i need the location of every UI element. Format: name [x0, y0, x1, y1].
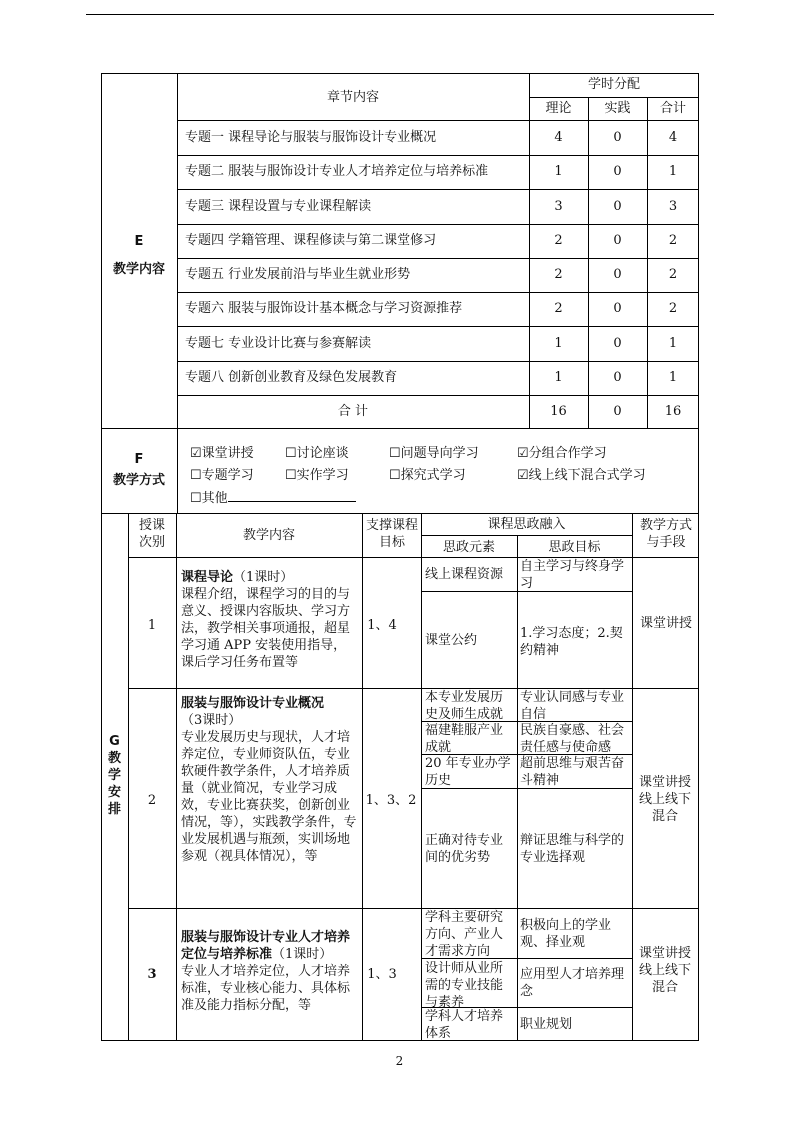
- option-other[interactable]: ☐其他: [190, 489, 356, 507]
- other-blank-line[interactable]: [228, 489, 356, 502]
- row-name: 专题七 专业设计比赛与参赛解读: [185, 336, 372, 351]
- row-theory: 1: [554, 336, 563, 351]
- unchecked-box-icon: ☐: [285, 446, 297, 461]
- option-problem-based[interactable]: ☐问题导向学习: [389, 446, 479, 461]
- row-total: 2: [668, 301, 678, 316]
- session-number: 1: [147, 618, 157, 633]
- section-f-title: 教学方式: [112, 473, 165, 488]
- content-body: 课程介绍，课程学习的目的与意义、授课内容版块、学习方法，教学相关事项通报，超星学习通 APP 安装使用指导，课后学习任务布置等: [181, 587, 351, 670]
- total-practice: 0: [613, 404, 622, 419]
- session-header: 授课次别: [138, 518, 165, 550]
- total-total: 16: [664, 404, 682, 419]
- method-header: 教学方式与手段: [639, 518, 692, 550]
- element-cell: 学科人才培养体系: [425, 1009, 504, 1041]
- section-e-letter: E: [134, 234, 144, 249]
- element-cell: 正确对待专业间的优劣势: [425, 833, 504, 865]
- content-cell: [181, 695, 358, 865]
- goal-header: 支撑课程目标: [365, 518, 418, 550]
- row-practice: 0: [613, 233, 622, 248]
- row-practice: 0: [613, 336, 622, 351]
- row-theory: 4: [554, 130, 563, 145]
- row-practice: 0: [613, 130, 622, 145]
- unchecked-box-icon: ☐: [190, 491, 202, 506]
- row-theory: 3: [554, 199, 563, 214]
- row-name: 专题三 课程设置与专业课程解读: [185, 199, 372, 214]
- row-name: 专题四 学籍管理、课程修读与第二课堂修习: [185, 233, 437, 248]
- page-number: 2: [395, 1054, 404, 1068]
- option-group-cooperation[interactable]: ☑分组合作学习: [517, 446, 607, 461]
- row-total: 1: [668, 336, 678, 351]
- row-practice: 0: [613, 370, 622, 385]
- option-practical[interactable]: ☐实作学习: [285, 468, 349, 483]
- option-topic-study[interactable]: ☐专题学习: [190, 468, 254, 483]
- section-g-title-char: 学: [107, 768, 121, 783]
- row-theory: 1: [554, 164, 563, 179]
- section-g-letter: G: [109, 734, 120, 749]
- goal-cell: 1、3、2: [365, 793, 417, 808]
- row-practice: 0: [613, 301, 622, 316]
- row-total: 1: [668, 370, 678, 385]
- element-cell: 学科主要研究方向、产业人才需求方向: [425, 910, 504, 959]
- row-name: 专题六 服装与服饰设计基本概念与学习资源推荐: [185, 301, 463, 316]
- content-title: 课程导论: [181, 570, 234, 585]
- hours-header: 学时分配: [587, 77, 640, 92]
- session-number: 3: [147, 967, 157, 982]
- goal-cell: 1、3: [367, 967, 397, 982]
- row-theory: 2: [554, 233, 563, 248]
- target-cell: 自主学习与终身学习: [520, 559, 625, 591]
- total-label: 合 计: [337, 404, 369, 419]
- session-number: 2: [147, 793, 157, 808]
- ideo-header: 课程思政融入: [487, 517, 566, 532]
- section-g-title-char: 排: [107, 802, 121, 817]
- row-practice: 0: [613, 164, 622, 179]
- target-cell: 专业认同感与专业自信: [520, 690, 625, 722]
- option-inquiry[interactable]: ☐探究式学习: [389, 468, 466, 483]
- content-header: 教学内容: [242, 528, 295, 543]
- header-rule: [86, 14, 714, 15]
- content-title: 服装与服饰设计专业人才培养定位与培养标准: [181, 930, 351, 962]
- content-hours: （1课时）: [272, 947, 333, 962]
- element-cell: 本专业发展历史及师生成就: [425, 690, 504, 722]
- total-header: 合计: [659, 101, 686, 116]
- theory-header: 理论: [545, 101, 572, 116]
- element-cell: 课堂公约: [425, 633, 478, 648]
- option-lecture[interactable]: ☑课堂讲授: [190, 446, 254, 461]
- row-total: 2: [668, 267, 678, 282]
- target-cell: 1.学习态度；2.契约精神: [520, 626, 623, 658]
- element-cell: 线上课程资源: [425, 567, 504, 582]
- row-theory: 2: [554, 267, 563, 282]
- row-total: 1: [668, 164, 678, 179]
- option-discussion[interactable]: ☐讨论座谈: [285, 446, 349, 461]
- section-g-title-char: 教: [107, 751, 121, 766]
- option-blended[interactable]: ☑线上线下混合式学习: [517, 468, 646, 483]
- target-cell: 民族自豪感、社会责任感与使命感: [520, 723, 625, 755]
- element-header: 思政元素: [442, 540, 495, 555]
- practice-header: 实践: [604, 101, 631, 116]
- total-theory: 16: [550, 404, 567, 419]
- row-practice: 0: [613, 199, 622, 214]
- unchecked-box-icon: ☐: [389, 468, 401, 483]
- target-cell: 积极向上的学业观、择业观: [520, 918, 612, 950]
- checked-box-icon: ☑: [517, 468, 529, 483]
- row-theory: 1: [554, 370, 563, 385]
- method-cell: 课堂讲授线上线下混合: [638, 946, 691, 995]
- content-body: 专业发展历史与现状，人才培养定位，专业师资队伍，专业软硬件教学条件，人才培养质量（就业简况，专业学习成效，专业比赛获奖，创新创业情况，等），实践教学条件，专业发展机遇与瓶颈，实训场地参观（视具体情况），等: [181, 730, 357, 864]
- section-g-title-char: 安: [107, 785, 121, 800]
- row-theory: 2: [554, 301, 563, 316]
- content-body: 专业人才培养定位，人才培养标准，专业核心能力、具体标准及能力指标分配，等: [181, 964, 351, 1013]
- element-cell: 20 年专业办学历史: [425, 756, 511, 788]
- target-header: 思政目标: [548, 540, 601, 555]
- row-name: 专题二 服装与服饰设计专业人才培养定位与培养标准: [185, 164, 489, 179]
- section-e-title: 教学内容: [112, 262, 165, 277]
- row-total: 2: [668, 233, 678, 248]
- target-cell: 辩证思维与科学的专业选择观: [520, 833, 625, 865]
- row-name: 专题八 创新创业教育及绿色发展教育: [185, 370, 398, 385]
- checked-box-icon: ☑: [190, 446, 202, 461]
- unchecked-box-icon: ☐: [190, 468, 202, 483]
- content-cell: [181, 569, 358, 671]
- row-total: 4: [668, 130, 678, 145]
- element-cell: 福建鞋服产业成就: [425, 723, 504, 755]
- method-cell: 课堂讲授线上线下混合: [638, 775, 691, 824]
- checked-box-icon: ☑: [517, 446, 529, 461]
- chapter-header: 章节内容: [326, 90, 379, 105]
- method-cell: 课堂讲授: [639, 616, 692, 631]
- content-cell: [181, 929, 358, 1014]
- content-hours: （1课时）: [233, 570, 294, 585]
- target-cell: 职业规划: [520, 1017, 573, 1032]
- row-practice: 0: [613, 267, 622, 282]
- unchecked-box-icon: ☐: [389, 446, 401, 461]
- content-title: 服装与服饰设计专业概况: [181, 696, 325, 711]
- element-cell: 设计师从业所需的专业技能与素养: [425, 961, 504, 1010]
- row-total: 3: [668, 199, 678, 214]
- goal-cell: 1、4: [367, 618, 397, 633]
- content-hours: （3课时）: [181, 713, 242, 728]
- target-cell: 超前思维与艰苦奋斗精神: [520, 756, 625, 788]
- row-name: 专题一 课程导论与服装与服饰设计专业概况: [185, 130, 437, 145]
- row-name: 专题五 行业发展前沿与毕业生就业形势: [185, 267, 411, 282]
- section-f-letter: F: [134, 452, 144, 467]
- target-cell: 应用型人才培养理念: [520, 967, 625, 999]
- unchecked-box-icon: ☐: [285, 468, 297, 483]
